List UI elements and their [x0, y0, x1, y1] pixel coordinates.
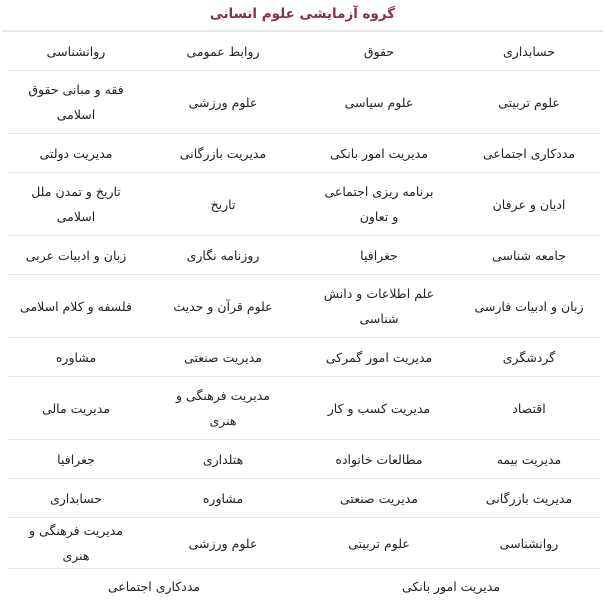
table-row	[7, 518, 601, 569]
table-cell: علوم قرآن و حدیث	[145, 275, 301, 338]
table-cell: روابط عمومی	[145, 32, 301, 71]
table-cell: مدیریت بازرگانی	[145, 134, 301, 173]
table-cell: مدیریت صنعتی	[301, 479, 457, 518]
table-row	[7, 275, 601, 338]
table-cell: مدیریت امور بانکی	[301, 134, 457, 173]
table-row	[7, 32, 601, 71]
table-cell: اقتصاد	[457, 377, 601, 440]
table-row	[7, 569, 601, 603]
table-row	[7, 377, 601, 440]
table-cell: مطالعات خانواده	[301, 440, 457, 479]
table-row	[7, 440, 601, 479]
table-cell: جامعه شناسی	[457, 236, 601, 275]
table-row	[7, 134, 601, 173]
table-cell: فقه و مبانی حقوق اسلامی	[7, 71, 145, 134]
table-cell: زبان و ادبیات عربی	[7, 236, 145, 275]
table-cell: تاریخ و تمدن ملل اسلامی	[7, 173, 145, 236]
table-row	[7, 479, 601, 518]
table-cell: علوم تربیتی	[301, 518, 457, 569]
table-cell: مشاوره	[7, 338, 145, 377]
table-cell: روانشناسی	[457, 518, 601, 569]
table-cell: تاریخ	[145, 173, 301, 236]
table-cell: مدیریت مالی	[7, 377, 145, 440]
table-cell: برنامه ریزی اجتماعی و تعاون	[301, 173, 457, 236]
table-cell: روانشناسی	[7, 32, 145, 71]
table-cell: مدیریت امور بانکی	[301, 569, 601, 603]
table-row	[7, 173, 601, 236]
table-cell: علوم ورزشی	[145, 71, 301, 134]
table-cell: مددکاری اجتماعی	[7, 569, 301, 603]
table-cell: حسابداری	[7, 479, 145, 518]
table-row	[7, 338, 601, 377]
table-cell: مدیریت فرهنگی و هنری	[145, 377, 301, 440]
table-cell: مدیریت امور گمرکی	[301, 338, 457, 377]
table-cell: جغرافیا	[301, 236, 457, 275]
table-cell: روزنامه نگاری	[145, 236, 301, 275]
table-row	[7, 236, 601, 275]
table-cell: علم اطلاعات و دانش شناسی	[301, 275, 457, 338]
table-cell: مدیریت فرهنگی و هنری	[7, 518, 145, 569]
table-cell: مدیریت بیمه	[457, 440, 601, 479]
table-cell: حقوق	[301, 32, 457, 71]
table-row	[7, 71, 601, 134]
table-title: گروه آزمایشی علوم انسانی	[2, 0, 603, 32]
table-cell: علوم ورزشی	[145, 518, 301, 569]
table-cell: مددکاری اجتماعی	[457, 134, 601, 173]
table-cell: علوم سیاسی	[301, 71, 457, 134]
table-cell: مدیریت صنعتی	[145, 338, 301, 377]
majors-table	[7, 32, 601, 603]
table-cell: جغرافیا	[7, 440, 145, 479]
table-cell: حسابداری	[457, 32, 601, 71]
table-cell: هتلداری	[145, 440, 301, 479]
table-cell: مدیریت دولتی	[7, 134, 145, 173]
table-cell: علوم تربیتی	[457, 71, 601, 134]
table-cell: مدیریت کسب و کار	[301, 377, 457, 440]
table-cell: مشاوره	[145, 479, 301, 518]
table-cell: مدیریت بازرگانی	[457, 479, 601, 518]
table-cell: ادیان و عرفان	[457, 173, 601, 236]
table-cell: زبان و ادبیات فارسی	[457, 275, 601, 338]
table-cell: فلسفه و کلام اسلامی	[7, 275, 145, 338]
table-cell: گردشگری	[457, 338, 601, 377]
